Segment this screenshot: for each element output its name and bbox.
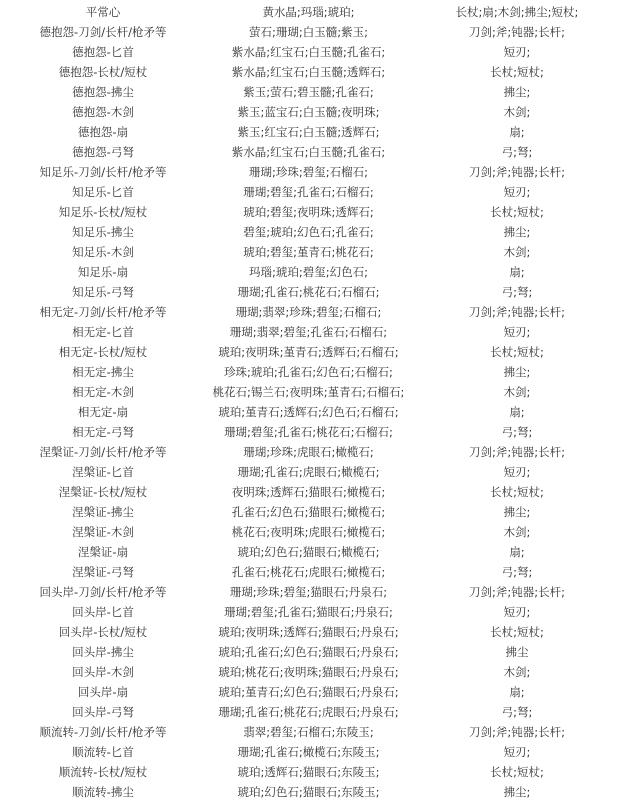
row-name-cell: 回头岸-拂尘 <box>72 645 134 659</box>
row-gems-cell: 珊瑚;珍珠;碧玺;石榴石; <box>249 165 368 179</box>
row-weapons-cell: 弓;弩; <box>501 705 533 719</box>
row-name-cell: 顺流转-匕首 <box>72 745 134 759</box>
row-gems-cell: 琥珀;碧玺;夜明珠;透辉石; <box>243 205 374 219</box>
table-row <box>0 242 623 262</box>
row-gems-cell: 紫水晶;红宝石;白玉髓;孔雀石; <box>231 145 386 159</box>
row-weapons-cell: 短刃; <box>503 185 531 199</box>
row-name-cell: 回头岸-刀剑/长杆/枪矛等 <box>39 585 167 599</box>
row-gems-cell: 桃花石;夜明珠;虎眼石;橄榄石; <box>231 525 386 539</box>
row-name-cell: 相无定-长杖/短杖 <box>58 345 148 359</box>
row-gems-cell: 翡翠;碧玺;石榴石;东陵玉; <box>243 725 374 739</box>
row-weapons-cell: 短刃; <box>503 745 531 759</box>
table-row <box>0 702 623 722</box>
table-row <box>0 622 623 642</box>
row-gems-cell: 萤石;珊瑚;白玉髓;紫玉; <box>249 25 368 39</box>
row-weapons-cell: 木剑; <box>503 385 531 399</box>
table-row <box>0 2 623 22</box>
row-name-cell: 德抱怨-长杖/短杖 <box>58 65 148 79</box>
row-gems-cell: 紫玉;萤石;碧玉髓;孔雀石; <box>243 85 374 99</box>
row-weapons-cell: 刀剑;斧;钝器;长杆; <box>469 445 565 459</box>
row-gems-cell: 珊瑚;碧玺;孔雀石;石榴石; <box>243 185 374 199</box>
row-gems-cell: 碧玺;琥珀;幻色石;孔雀石; <box>243 225 374 239</box>
row-name-cell: 顺流转-拂尘 <box>72 785 134 799</box>
row-weapons-cell: 弓;弩; <box>501 425 533 439</box>
row-gems-cell: 珊瑚;珍珠;碧玺;猫眼石;丹泉石; <box>229 585 388 599</box>
table-row <box>0 382 623 402</box>
row-gems-cell: 紫玉;蓝宝石;白玉髓;夜明珠; <box>237 105 380 119</box>
row-name-cell: 涅槃证-刀剑/长杆/枪矛等 <box>39 445 167 459</box>
table-row <box>0 362 623 382</box>
row-weapons-cell: 弓;弩; <box>501 565 533 579</box>
row-weapons-cell: 拂尘; <box>503 365 531 379</box>
row-name-cell: 涅槃证-匕首 <box>72 465 134 479</box>
row-name-cell: 相无定-匕首 <box>72 325 134 339</box>
table-row <box>0 342 623 362</box>
row-name-cell: 回头岸-匕首 <box>72 605 134 619</box>
row-weapons-cell: 刀剑;斧;钝器;长杆; <box>469 25 565 39</box>
row-weapons-cell: 弓;弩; <box>501 145 533 159</box>
row-name-cell: 涅槃证-扇 <box>77 545 129 559</box>
row-name-cell: 知足乐-弓弩 <box>72 285 134 299</box>
table-row <box>0 482 623 502</box>
row-weapons-cell: 刀剑;斧;钝器;长杆; <box>469 305 565 319</box>
row-weapons-cell: 长杖;短杖; <box>490 65 544 79</box>
row-name-cell: 回头岸-扇 <box>77 685 129 699</box>
row-weapons-cell: 刀剑;斧;钝器;长杆; <box>469 165 565 179</box>
table-row <box>0 522 623 542</box>
row-weapons-cell: 拂尘 <box>505 645 529 659</box>
row-name-cell: 相无定-刀剑/长杆/枪矛等 <box>39 305 167 319</box>
table-row <box>0 202 623 222</box>
row-name-cell: 涅槃证-拂尘 <box>72 505 134 519</box>
row-name-cell: 相无定-木剑 <box>72 385 134 399</box>
row-name-cell: 德抱怨-匕首 <box>72 45 134 59</box>
table-row <box>0 22 623 42</box>
table-row <box>0 722 623 742</box>
row-gems-cell: 珊瑚;翡翠;珍珠;碧玺;石榴石; <box>235 305 382 319</box>
row-name-cell: 回头岸-弓弩 <box>72 705 134 719</box>
table-row <box>0 462 623 482</box>
table-row <box>0 282 623 302</box>
row-gems-cell: 琥珀;桃花石;夜明珠;猫眼石;丹泉石; <box>218 665 399 679</box>
row-gems-cell: 珊瑚;碧玺;孔雀石;猫眼石;丹泉石; <box>224 605 393 619</box>
table-row <box>0 222 623 242</box>
row-name-cell: 德抱怨-刀剑/长杆/枪矛等 <box>39 25 167 39</box>
row-gems-cell: 珊瑚;碧玺;孔雀石;桃花石;石榴石; <box>224 425 393 439</box>
table-row <box>0 122 623 142</box>
table-row <box>0 582 623 602</box>
table-row <box>0 182 623 202</box>
row-gems-cell: 珊瑚;孔雀石;桃花石;石榴石; <box>237 285 380 299</box>
row-gems-cell: 琥珀;孔雀石;幻色石;猫眼石;丹泉石; <box>218 645 399 659</box>
table-row <box>0 62 623 82</box>
row-weapons-cell: 拂尘; <box>503 85 531 99</box>
table-row <box>0 502 623 522</box>
table-row <box>0 302 623 322</box>
row-weapons-cell: 短刃; <box>503 325 531 339</box>
table-row <box>0 782 623 802</box>
row-name-cell: 知足乐-木剑 <box>72 245 134 259</box>
table-row <box>0 642 623 662</box>
table-row <box>0 662 623 682</box>
table-row <box>0 322 623 342</box>
table-row <box>0 262 623 282</box>
row-weapons-cell: 木剑; <box>503 525 531 539</box>
row-weapons-cell: 短刃; <box>503 465 531 479</box>
table-row <box>0 542 623 562</box>
row-weapons-cell: 扇; <box>509 545 525 559</box>
row-weapons-cell: 木剑; <box>503 105 531 119</box>
row-gems-cell: 琥珀;堇青石;透辉石;幻色石;石榴石; <box>218 405 399 419</box>
row-gems-cell: 琥珀;夜明珠;堇青石;透辉石;石榴石; <box>218 345 399 359</box>
row-gems-cell: 琥珀;透辉石;猫眼石;东陵玉; <box>237 765 380 779</box>
row-weapons-cell: 短刃; <box>503 605 531 619</box>
row-gems-cell: 琥珀;夜明珠;透辉石;猫眼石;丹泉石; <box>218 625 399 639</box>
row-weapons-cell: 长杖;短杖; <box>490 625 544 639</box>
row-name-cell: 顺流转-刀剑/长杆/枪矛等 <box>39 725 167 739</box>
row-weapons-cell: 长杖;短杖; <box>490 765 544 779</box>
row-name-cell: 德抱怨-弓弩 <box>72 145 134 159</box>
row-gems-cell: 紫水晶;红宝石;白玉髓;孔雀石; <box>231 45 386 59</box>
row-name-cell: 回头岸-木剑 <box>72 665 134 679</box>
row-gems-cell: 珊瑚;孔雀石;橄榄石;东陵玉; <box>237 745 380 759</box>
row-weapons-cell: 木剑; <box>503 245 531 259</box>
row-name-cell: 相无定-扇 <box>77 405 129 419</box>
row-name-cell: 知足乐-匕首 <box>72 185 134 199</box>
row-weapons-cell: 刀剑;斧;钝器;长杆; <box>469 585 565 599</box>
row-gems-cell: 玛瑙;琥珀;碧玺;幻色石; <box>249 265 368 279</box>
row-name-cell: 德抱怨-扇 <box>77 125 129 139</box>
table-row <box>0 142 623 162</box>
row-gems-cell: 桃花石;锡兰石;夜明珠;堇青石;石榴石; <box>212 385 405 399</box>
row-weapons-cell: 长杖;短杖; <box>490 485 544 499</box>
table-row <box>0 102 623 122</box>
table-row <box>0 162 623 182</box>
row-name-cell: 相无定-拂尘 <box>72 365 134 379</box>
row-weapons-cell: 刀剑;斧;钝器;长杆; <box>469 725 565 739</box>
row-gems-cell: 珍珠;琥珀;孔雀石;幻色石;石榴石; <box>224 365 393 379</box>
table-row <box>0 422 623 442</box>
row-name-cell: 知足乐-刀剑/长杆/枪矛等 <box>39 165 167 179</box>
table-row <box>0 402 623 422</box>
row-weapons-cell: 扇; <box>509 685 525 699</box>
row-weapons-cell: 弓;弩; <box>501 285 533 299</box>
table-row <box>0 82 623 102</box>
row-weapons-cell: 扇; <box>509 265 525 279</box>
row-gems-cell: 孔雀石;幻色石;猫眼石;橄榄石; <box>231 505 386 519</box>
row-gems-cell: 琥珀;幻色石;猫眼石;东陵玉; <box>237 785 380 799</box>
row-name-cell: 相无定-弓弩 <box>72 425 134 439</box>
row-name-cell: 知足乐-长杖/短杖 <box>58 205 148 219</box>
table-row <box>0 602 623 622</box>
row-gems-cell: 珊瑚;孔雀石;桃花石;虎眼石;丹泉石; <box>218 705 399 719</box>
row-weapons-cell: 扇; <box>509 125 525 139</box>
row-weapons-cell: 拂尘; <box>503 785 531 799</box>
row-name-cell: 知足乐-扇 <box>77 265 129 279</box>
table-row <box>0 762 623 782</box>
row-name-cell: 回头岸-长杖/短杖 <box>58 625 148 639</box>
row-weapons-cell: 短刃; <box>503 45 531 59</box>
table-row <box>0 562 623 582</box>
row-name-cell: 涅槃证-木剑 <box>72 525 134 539</box>
row-gems-cell: 黄水晶;玛瑙;琥珀; <box>262 5 355 19</box>
row-weapons-cell: 拂尘; <box>503 225 531 239</box>
row-name-cell: 涅槃证-弓弩 <box>72 565 134 579</box>
row-gems-cell: 夜明珠;透辉石;猫眼石;橄榄石; <box>231 485 386 499</box>
row-name-cell: 顺流转-长杖/短杖 <box>58 765 148 779</box>
row-gems-cell: 琥珀;堇青石;幻色石;猫眼石;丹泉石; <box>218 685 399 699</box>
row-gems-cell: 琥珀;碧玺;堇青石;桃花石; <box>243 245 374 259</box>
row-weapons-cell: 长杖;短杖; <box>490 205 544 219</box>
row-weapons-cell: 扇; <box>509 405 525 419</box>
table-row <box>0 42 623 62</box>
row-weapons-cell: 长杖;扇;木剑;拂尘;短杖; <box>455 5 579 19</box>
row-gems-cell: 珊瑚;珍珠;虎眼石;橄榄石; <box>243 445 374 459</box>
row-weapons-cell: 木剑; <box>503 665 531 679</box>
row-gems-cell: 琥珀;幻色石;猫眼石;橄榄石; <box>237 545 380 559</box>
row-name-cell: 德抱怨-拂尘 <box>72 85 134 99</box>
row-gems-cell: 紫玉;红宝石;白玉髓;透辉石; <box>237 125 380 139</box>
row-name-cell: 涅槃证-长杖/短杖 <box>58 485 148 499</box>
row-gems-cell: 珊瑚;翡翠;碧玺;孔雀石;石榴石; <box>229 325 388 339</box>
row-gems-cell: 孔雀石;桃花石;虎眼石;橄榄石; <box>231 565 386 579</box>
row-name-cell: 平常心 <box>85 5 121 19</box>
row-gems-cell: 珊瑚;孔雀石;虎眼石;橄榄石; <box>237 465 380 479</box>
row-weapons-cell: 拂尘; <box>503 505 531 519</box>
table-row <box>0 442 623 462</box>
row-name-cell: 知足乐-拂尘 <box>72 225 134 239</box>
table-row <box>0 742 623 762</box>
row-name-cell: 德抱怨-木剑 <box>72 105 134 119</box>
table-row <box>0 682 623 702</box>
row-weapons-cell: 长杖;短杖; <box>490 345 544 359</box>
row-gems-cell: 紫水晶;红宝石;白玉髓;透辉石; <box>231 65 386 79</box>
